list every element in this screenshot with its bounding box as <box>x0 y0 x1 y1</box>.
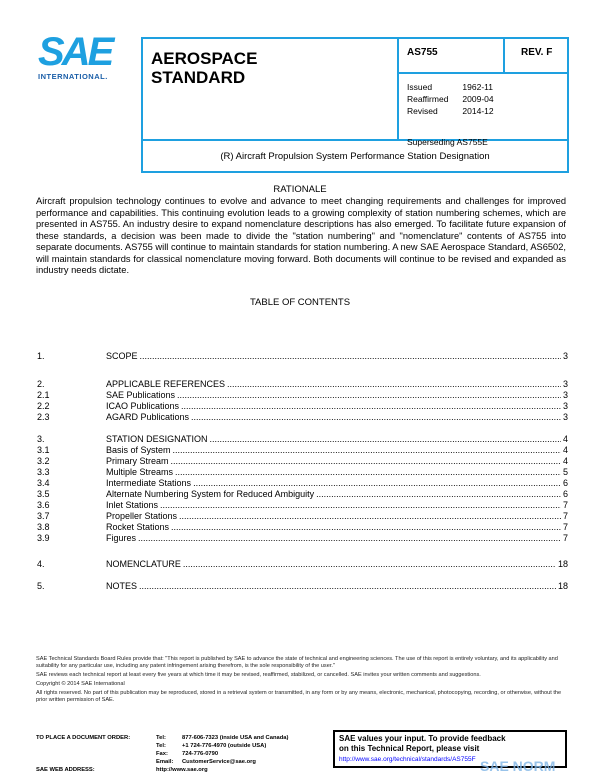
toc-leader <box>191 412 561 423</box>
document-number: AS755 <box>407 47 438 58</box>
toc-number: 3.2 <box>37 456 50 466</box>
toc-number: 2.2 <box>37 401 50 411</box>
toc-page: 5 <box>562 467 568 477</box>
toc-page: 7 <box>562 511 568 521</box>
toc-entry[interactable] <box>37 390 568 401</box>
dates-table <box>407 81 508 117</box>
toc-leader <box>183 559 556 570</box>
toc-label: Primary Stream <box>106 456 169 466</box>
contact-key: Email: <box>156 759 174 765</box>
logo-international: INTERNATIONAL. <box>38 72 108 81</box>
feedback-line1: SAE values your input. To provide feedback <box>339 734 506 743</box>
revision: REV. F <box>521 47 553 58</box>
toc-label: Alternate Numbering System for Reduced Ambiguity <box>106 489 315 499</box>
toc-page: 6 <box>562 478 568 488</box>
toc-entry[interactable] <box>37 489 568 500</box>
contact-value: +1 724-776-4970 (outside USA) <box>182 743 267 749</box>
toc-page: 4 <box>562 434 568 444</box>
toc-number: 5. <box>37 581 45 591</box>
toc-label: Inlet Stations <box>106 500 159 510</box>
toc-entry[interactable] <box>37 351 568 362</box>
toc-number: 1. <box>37 351 45 361</box>
toc-label: Basis of System <box>106 445 171 455</box>
toc-label: Intermediate Stations <box>106 478 192 488</box>
contact-key: Tel: <box>156 735 166 741</box>
toc-label: Rocket Stations <box>106 522 170 532</box>
toc-leader <box>138 533 561 544</box>
contact-key: Tel: <box>156 743 166 749</box>
toc-entry[interactable] <box>37 478 568 489</box>
footer-notice <box>36 656 568 706</box>
toc-heading: TABLE OF CONTENTS <box>249 297 351 308</box>
web-address[interactable]: http://www.sae.org <box>156 767 208 773</box>
toc-leader <box>171 522 561 533</box>
contact-value: 724-776-0790 <box>182 751 219 757</box>
contact-value: 877-606-7323 (inside USA and Canada) <box>182 735 289 741</box>
toc-entry[interactable] <box>37 379 568 390</box>
toc-leader <box>210 434 561 445</box>
logo-mark: SAE <box>38 30 112 74</box>
toc-entry[interactable] <box>37 412 568 423</box>
toc-number: 2.3 <box>37 412 50 422</box>
date-value: 2009-04 <box>462 94 494 104</box>
toc-entry[interactable] <box>37 456 568 467</box>
toc-leader <box>179 511 561 522</box>
feedback-line2: on this Technical Report, please visit <box>339 744 480 753</box>
rationale-text: Aircraft propulsion technology continues to evolve and advance to meet changing requirements and challenges for improved performance and capabilities. This continuing evolution leads to a growing complexity of station numbering schemes, which are presented in AS755. An industry desire to expand nomenclature descriptions has also emerged. To facilitate future expansion of these standards, a decision was been made to divide the "station numbering" and "nomenclature" contents of AS755 into separate documents. AS755 will continue to maintain standards for station numbering. A new SAE Aerospace Standard, AS6502, will maintain standards for classical nomenclature moving forward. Both documents will continue to be revised and expanded as industry needs dictate. <box>36 196 566 275</box>
toc-leader <box>193 478 561 489</box>
toc-number: 3. <box>37 434 45 444</box>
web-label: SAE WEB ADDRESS: <box>36 767 95 773</box>
toc-leader <box>140 351 561 362</box>
header-box <box>141 37 569 173</box>
feedback-link[interactable]: http://www.sae.org/technical/standards/AS755F <box>339 756 476 763</box>
toc-page: 7 <box>562 522 568 532</box>
toc-leader <box>227 379 561 390</box>
toc-page: 6 <box>562 489 568 499</box>
rights-reserved: All rights reserved. No part of this publication may be reproduced, stored in a retrieval system or transmitted, in any form or by any means, electronic, mechanical, photocopying, recording, or otherwise, without the prior written permission of SAE. <box>36 690 562 703</box>
toc-entry[interactable] <box>37 401 568 412</box>
toc-entry[interactable] <box>37 500 568 511</box>
toc-label: SAE Publications <box>106 390 176 400</box>
date-value: 2014-12 <box>462 106 494 116</box>
superseding: Superseding AS755E <box>407 137 488 147</box>
toc-leader <box>171 456 561 467</box>
toc-label: Multiple Streams <box>106 467 174 477</box>
toc-number: 3.5 <box>37 489 50 499</box>
toc-label: AGARD Publications <box>106 412 190 422</box>
toc-number: 3.1 <box>37 445 50 455</box>
toc-page: 3 <box>562 351 568 361</box>
title-line1: AEROSPACE <box>151 49 258 68</box>
footer-rules: SAE Technical Standards Board Rules provide that: "This report is published by SAE to advance the state of technical and engineering sciences. The use of this report is entirely voluntary, and its applicability and suitability for any particular use, including any patent infringement arising therefrom, is the sole responsibility of the user." <box>36 656 558 669</box>
toc-page: 4 <box>562 445 568 455</box>
toc-entry[interactable] <box>37 511 568 522</box>
order-info <box>36 734 288 774</box>
toc-entry[interactable] <box>37 522 568 533</box>
toc-page: 3 <box>562 412 568 422</box>
copyright: Copyright © 2014 SAE International <box>36 681 125 687</box>
toc-label: NOTES <box>106 581 138 591</box>
toc-leader <box>316 489 561 500</box>
toc-label: ICAO Publications <box>106 401 180 411</box>
toc-number: 3.3 <box>37 467 50 477</box>
toc-page: 3 <box>562 390 568 400</box>
toc-number: 3.8 <box>37 522 50 532</box>
document-subject: (R) Aircraft Propulsion System Performance Station Designation <box>220 151 490 162</box>
toc-entry[interactable] <box>37 533 568 544</box>
watermark: SAE NORM <box>480 758 556 774</box>
order-label: TO PLACE A DOCUMENT ORDER: <box>36 735 131 741</box>
toc-page: 3 <box>562 379 568 389</box>
toc-entry[interactable] <box>37 434 568 445</box>
document-type-title <box>151 49 257 87</box>
contact-key: Fax: <box>156 751 168 757</box>
toc-label: Figures <box>106 533 137 543</box>
toc-leader <box>177 390 561 401</box>
toc-page: 18 <box>557 559 568 569</box>
toc-leader <box>139 581 556 592</box>
title-line2: STANDARD <box>151 68 246 87</box>
toc-leader <box>173 445 561 456</box>
toc-number: 2. <box>37 379 45 389</box>
toc-label: SCOPE <box>106 351 138 361</box>
toc-page: 18 <box>557 581 568 591</box>
toc-label: APPLICABLE REFERENCES <box>106 379 226 389</box>
toc-page: 7 <box>562 533 568 543</box>
footer-review: SAE reviews each technical report at least every five years at which time it may be revised, reaffirmed, stabilized, or cancelled. SAE invites your written comments and suggestions. <box>36 672 481 678</box>
toc-label: Propeller Stations <box>106 511 178 521</box>
sae-logo <box>38 30 124 81</box>
toc-number: 3.7 <box>37 511 50 521</box>
date-value: 1962-11 <box>462 82 493 92</box>
toc-entry[interactable] <box>37 467 568 478</box>
date-label: Issued <box>407 82 433 92</box>
toc-entry[interactable] <box>37 559 568 570</box>
toc-leader <box>181 401 561 412</box>
toc-number: 3.4 <box>37 478 50 488</box>
toc-entry[interactable] <box>37 445 568 456</box>
toc-number: 4. <box>37 559 45 569</box>
toc-leader <box>175 467 561 478</box>
rationale-heading: RATIONALE <box>273 184 327 195</box>
toc-number: 3.9 <box>37 533 50 543</box>
toc-number: 2.1 <box>37 390 50 400</box>
toc-page: 7 <box>562 500 568 510</box>
toc-label: STATION DESIGNATION <box>106 434 208 444</box>
toc-number: 3.6 <box>37 500 50 510</box>
toc-leader <box>160 500 561 511</box>
toc-page: 3 <box>562 401 568 411</box>
toc-label: NOMENCLATURE <box>106 559 181 569</box>
toc-entry[interactable] <box>37 581 568 592</box>
date-label: Reaffirmed <box>407 94 449 104</box>
date-label: Revised <box>407 106 438 116</box>
contact-email[interactable]: CustomerService@sae.org <box>182 759 256 765</box>
toc-page: 4 <box>562 456 568 466</box>
